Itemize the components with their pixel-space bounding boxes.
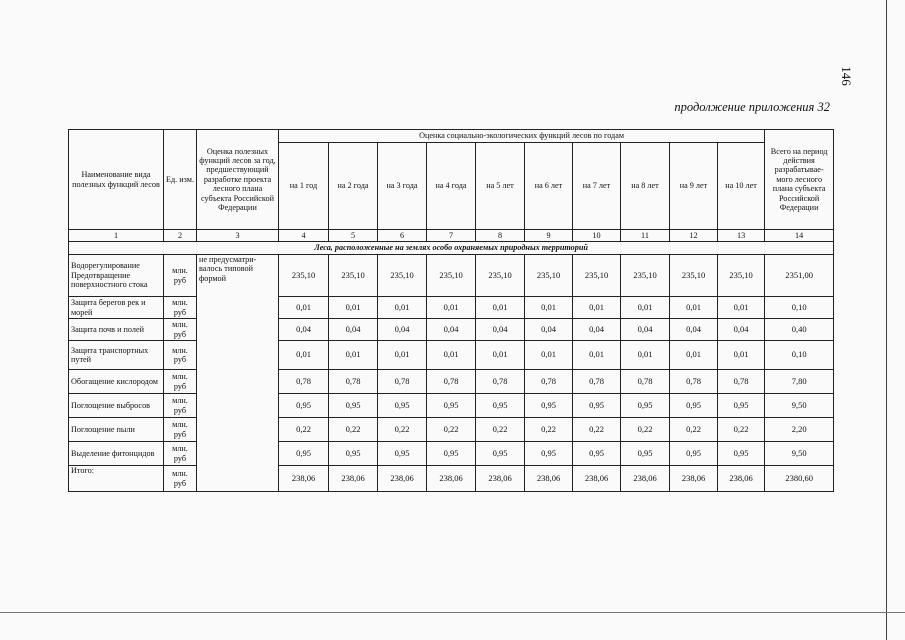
row-unit: млн. руб xyxy=(164,418,197,442)
year-value-2: 238,06 xyxy=(329,466,378,492)
year-value-3: 238,06 xyxy=(378,466,427,492)
column-number-11: 11 xyxy=(621,230,670,242)
table-row xyxy=(69,394,834,418)
year-value-7: 0,04 xyxy=(573,319,621,341)
year-value-3: 0,01 xyxy=(378,297,427,319)
year-value-5: 238,06 xyxy=(476,466,525,492)
header-year-1: на 1 год xyxy=(279,143,329,230)
year-value-10: 0,01 xyxy=(718,341,765,370)
year-value-8: 0,04 xyxy=(621,319,670,341)
table-row xyxy=(69,297,834,319)
header-year-3: на 3 года xyxy=(378,143,427,230)
row-function-name: Поглощение пыли xyxy=(69,418,164,442)
column-number-9: 9 xyxy=(525,230,573,242)
column-number-14: 14 xyxy=(765,230,834,242)
year-value-3: 0,78 xyxy=(378,370,427,394)
year-value-2: 0,95 xyxy=(329,394,378,418)
year-value-9: 0,01 xyxy=(670,297,718,319)
row-unit: млн. руб xyxy=(164,255,197,297)
table-row xyxy=(69,370,834,394)
year-value-9: 235,10 xyxy=(670,255,718,297)
year-value-10: 0,01 xyxy=(718,297,765,319)
row-total: 9,50 xyxy=(765,442,834,466)
appendix-subtitle: продолжение приложения 32 xyxy=(674,100,830,114)
row-unit: млн. руб xyxy=(164,394,197,418)
column-number-6: 6 xyxy=(378,230,427,242)
header-function-name: Наименование вида полезных функций лесов xyxy=(69,130,164,230)
header-unit: Ед. изм. xyxy=(164,130,197,230)
header-year-6: на 6 лет xyxy=(525,143,573,230)
column-numbers-row xyxy=(69,230,834,242)
year-value-9: 0,78 xyxy=(670,370,718,394)
year-value-10: 238,06 xyxy=(718,466,765,492)
column-number-7: 7 xyxy=(427,230,476,242)
year-value-2: 235,10 xyxy=(329,255,378,297)
header-year-7: на 7 лет xyxy=(573,143,621,230)
row-unit: млн. руб xyxy=(164,297,197,319)
year-value-2: 0,78 xyxy=(329,370,378,394)
year-value-1: 0,95 xyxy=(279,394,329,418)
year-value-5: 235,10 xyxy=(476,255,525,297)
page-number: 146 xyxy=(838,66,854,86)
row-function-name: Защита почв и полей xyxy=(69,319,164,341)
year-value-6: 0,04 xyxy=(525,319,573,341)
column-number-2: 2 xyxy=(164,230,197,242)
row-unit: млн. руб xyxy=(164,341,197,370)
row-total: 0,10 xyxy=(765,341,834,370)
year-value-4: 0,01 xyxy=(427,297,476,319)
year-value-9: 0,95 xyxy=(670,442,718,466)
header-group-by-years: Оценка социально-экологических функций лесов по годам xyxy=(279,130,765,143)
forest-functions-table xyxy=(68,129,834,492)
year-value-1: 0,78 xyxy=(279,370,329,394)
year-value-4: 0,78 xyxy=(427,370,476,394)
column-number-12: 12 xyxy=(670,230,718,242)
year-value-6: 238,06 xyxy=(525,466,573,492)
year-value-4: 0,95 xyxy=(427,442,476,466)
row-unit: млн. руб xyxy=(164,442,197,466)
year-value-4: 0,22 xyxy=(427,418,476,442)
year-value-2: 0,95 xyxy=(329,442,378,466)
previous-year-note: не предусматри-валось типовой формой xyxy=(197,255,279,492)
row-total: 2351,00 xyxy=(765,255,834,297)
table-row xyxy=(69,418,834,442)
table-row xyxy=(69,341,834,370)
row-function-name: Обогащение кислородом xyxy=(69,370,164,394)
year-value-6: 0,78 xyxy=(525,370,573,394)
row-function-name: Итого: xyxy=(69,466,164,492)
year-value-1: 0,04 xyxy=(279,319,329,341)
year-value-5: 0,78 xyxy=(476,370,525,394)
row-total: 9,50 xyxy=(765,394,834,418)
year-value-10: 0,04 xyxy=(718,319,765,341)
year-value-2: 0,01 xyxy=(329,297,378,319)
table-row xyxy=(69,319,834,341)
header-total: Всего на период действия разрабатывае-мого лесного плана субъекта Российской Федерации xyxy=(765,130,834,230)
year-value-1: 0,01 xyxy=(279,341,329,370)
year-value-9: 238,06 xyxy=(670,466,718,492)
row-unit: млн. руб xyxy=(164,466,197,492)
column-number-1: 1 xyxy=(69,230,164,242)
year-value-10: 0,95 xyxy=(718,394,765,418)
year-value-8: 0,22 xyxy=(621,418,670,442)
year-value-8: 0,95 xyxy=(621,442,670,466)
year-value-6: 0,95 xyxy=(525,442,573,466)
header-year-5: на 5 лет xyxy=(476,143,525,230)
year-value-2: 0,01 xyxy=(329,341,378,370)
year-value-3: 0,04 xyxy=(378,319,427,341)
year-value-1: 0,22 xyxy=(279,418,329,442)
year-value-7: 235,10 xyxy=(573,255,621,297)
year-value-10: 0,22 xyxy=(718,418,765,442)
year-value-1: 0,01 xyxy=(279,297,329,319)
year-value-4: 0,01 xyxy=(427,341,476,370)
year-value-7: 0,22 xyxy=(573,418,621,442)
year-value-9: 0,01 xyxy=(670,341,718,370)
year-value-8: 238,06 xyxy=(621,466,670,492)
year-value-10: 0,78 xyxy=(718,370,765,394)
page-edge-right xyxy=(886,0,887,640)
row-function-name: Защита транспортных путей xyxy=(69,341,164,370)
header-year-2: на 2 года xyxy=(329,143,378,230)
year-value-5: 0,95 xyxy=(476,442,525,466)
year-value-6: 0,22 xyxy=(525,418,573,442)
year-value-6: 235,10 xyxy=(525,255,573,297)
year-value-8: 0,95 xyxy=(621,394,670,418)
row-total: 0,40 xyxy=(765,319,834,341)
page-edge-bottom xyxy=(0,612,905,613)
column-number-3: 3 xyxy=(197,230,279,242)
header-year-9: на 9 лет xyxy=(670,143,718,230)
header-year-4: на 4 года xyxy=(427,143,476,230)
row-total: 2,20 xyxy=(765,418,834,442)
year-value-4: 0,04 xyxy=(427,319,476,341)
year-value-3: 0,95 xyxy=(378,394,427,418)
row-total: 0,10 xyxy=(765,297,834,319)
year-value-3: 0,22 xyxy=(378,418,427,442)
year-value-1: 0,95 xyxy=(279,442,329,466)
year-value-3: 235,10 xyxy=(378,255,427,297)
year-value-10: 235,10 xyxy=(718,255,765,297)
year-value-1: 235,10 xyxy=(279,255,329,297)
year-value-8: 235,10 xyxy=(621,255,670,297)
header-year-8: на 8 лет xyxy=(621,143,670,230)
year-value-7: 0,95 xyxy=(573,394,621,418)
row-function-name: Водорегулирование Предотвращение поверхностного стока xyxy=(69,255,164,297)
row-function-name: Выделение фитонцидов xyxy=(69,442,164,466)
year-value-6: 0,01 xyxy=(525,341,573,370)
year-value-8: 0,01 xyxy=(621,297,670,319)
year-value-6: 0,01 xyxy=(525,297,573,319)
year-value-4: 0,95 xyxy=(427,394,476,418)
column-number-10: 10 xyxy=(573,230,621,242)
year-value-5: 0,95 xyxy=(476,394,525,418)
year-value-1: 238,06 xyxy=(279,466,329,492)
year-value-7: 0,01 xyxy=(573,341,621,370)
year-value-4: 238,06 xyxy=(427,466,476,492)
year-value-3: 0,95 xyxy=(378,442,427,466)
column-number-13: 13 xyxy=(718,230,765,242)
table-row xyxy=(69,255,834,297)
year-value-9: 0,95 xyxy=(670,394,718,418)
year-value-4: 235,10 xyxy=(427,255,476,297)
row-total: 7,80 xyxy=(765,370,834,394)
row-total: 2380,60 xyxy=(765,466,834,492)
table-row xyxy=(69,466,834,492)
year-value-5: 0,04 xyxy=(476,319,525,341)
year-value-5: 0,01 xyxy=(476,341,525,370)
year-value-5: 0,01 xyxy=(476,297,525,319)
year-value-8: 0,78 xyxy=(621,370,670,394)
year-value-7: 0,78 xyxy=(573,370,621,394)
year-value-7: 0,01 xyxy=(573,297,621,319)
row-function-name: Защита берегов рек и морей xyxy=(69,297,164,319)
column-number-4: 4 xyxy=(279,230,329,242)
year-value-8: 0,01 xyxy=(621,341,670,370)
year-value-9: 0,22 xyxy=(670,418,718,442)
year-value-3: 0,01 xyxy=(378,341,427,370)
section-title: Леса, расположенные на землях особо охраняемых природных территорий xyxy=(69,242,834,255)
year-value-6: 0,95 xyxy=(525,394,573,418)
table-row xyxy=(69,442,834,466)
header-year-10: на 10 лет xyxy=(718,143,765,230)
year-value-2: 0,22 xyxy=(329,418,378,442)
year-value-10: 0,95 xyxy=(718,442,765,466)
year-value-5: 0,22 xyxy=(476,418,525,442)
column-number-8: 8 xyxy=(476,230,525,242)
column-number-5: 5 xyxy=(329,230,378,242)
year-value-2: 0,04 xyxy=(329,319,378,341)
year-value-7: 0,95 xyxy=(573,442,621,466)
year-value-7: 238,06 xyxy=(573,466,621,492)
row-function-name: Поглощение выбросов xyxy=(69,394,164,418)
header-previous-year: Оценка полезных функций лесов за год, предшествующий разработке проекта лесного плана субъекта Российской Федерации xyxy=(197,130,279,230)
row-unit: млн. руб xyxy=(164,319,197,341)
row-unit: млн. руб xyxy=(164,370,197,394)
year-value-9: 0,04 xyxy=(670,319,718,341)
